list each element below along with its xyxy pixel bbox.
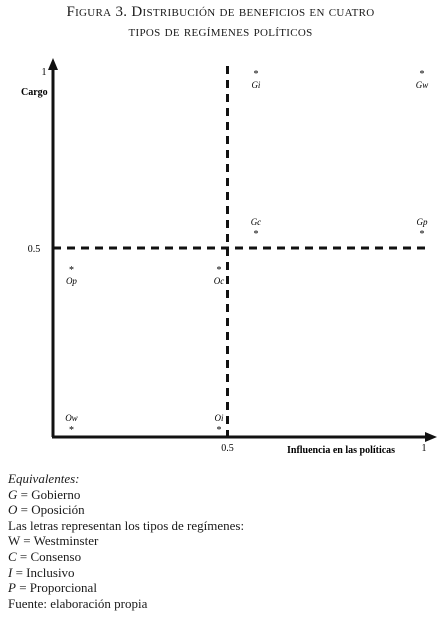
x-axis-label: Influencia en las políticas xyxy=(287,445,396,456)
y-axis-arrow xyxy=(48,58,58,70)
notes-symbol: P xyxy=(8,580,16,596)
x-axis-arrow xyxy=(425,432,437,442)
notes-symbol: W xyxy=(8,533,21,549)
data-point: * xyxy=(253,229,259,241)
notes-type-i xyxy=(8,565,428,581)
notes-symbol: G xyxy=(8,486,18,502)
notes-text: = Proporcional xyxy=(15,580,97,596)
data-label: Ow xyxy=(65,413,78,423)
data-label: Gw xyxy=(415,80,429,90)
y-tick-label: 1 xyxy=(41,67,47,78)
data-label: Op xyxy=(65,275,77,286)
data-point: * xyxy=(419,69,425,80)
figure-notes xyxy=(8,471,428,611)
notes-symbol: C xyxy=(8,548,17,564)
notes-symbol: O xyxy=(8,502,18,518)
data-label: Gi xyxy=(251,80,261,90)
x-tick-label: 1 xyxy=(421,443,427,454)
notes-explanation: Las letras representan los tipos de regímenes: xyxy=(8,517,245,533)
notes-text: = Oposición xyxy=(17,502,85,518)
notes-symbol: I xyxy=(8,564,13,580)
data-point: * xyxy=(253,69,259,80)
notes-type-w xyxy=(8,533,428,549)
data-label: Gp xyxy=(416,217,428,228)
data-label: Oi xyxy=(214,413,224,423)
data-point: * xyxy=(68,425,74,436)
data-label: Gc xyxy=(250,217,262,228)
notes-type-p xyxy=(8,580,428,596)
notes-text: = Gobierno xyxy=(17,486,81,502)
y-axis-label: Cargo xyxy=(21,87,48,98)
data-label: Oc xyxy=(213,275,225,286)
notes-text: = Inclusivo xyxy=(12,564,75,580)
notes-text: = Consenso xyxy=(16,548,82,564)
data-point: * xyxy=(216,264,222,276)
data-point: * xyxy=(216,425,222,436)
notes-source: Fuente: elaboración propia xyxy=(8,595,148,611)
notes-heading: Equivalentes: xyxy=(8,471,80,486)
notes-item-o xyxy=(8,502,428,518)
x-tick-label: 0.5 xyxy=(221,443,234,454)
figure-title-line2: tipos de regímenes políticos xyxy=(128,24,313,40)
data-point: * xyxy=(419,229,425,241)
notes-text: = Westminster xyxy=(20,533,99,549)
data-point: * xyxy=(68,264,74,276)
y-tick-label: 0.5 xyxy=(27,244,41,255)
notes-type-c xyxy=(8,549,428,565)
notes-item-g xyxy=(8,487,428,503)
figure-title: Figura 3. Distribución de beneficios en cuatro xyxy=(66,4,375,20)
